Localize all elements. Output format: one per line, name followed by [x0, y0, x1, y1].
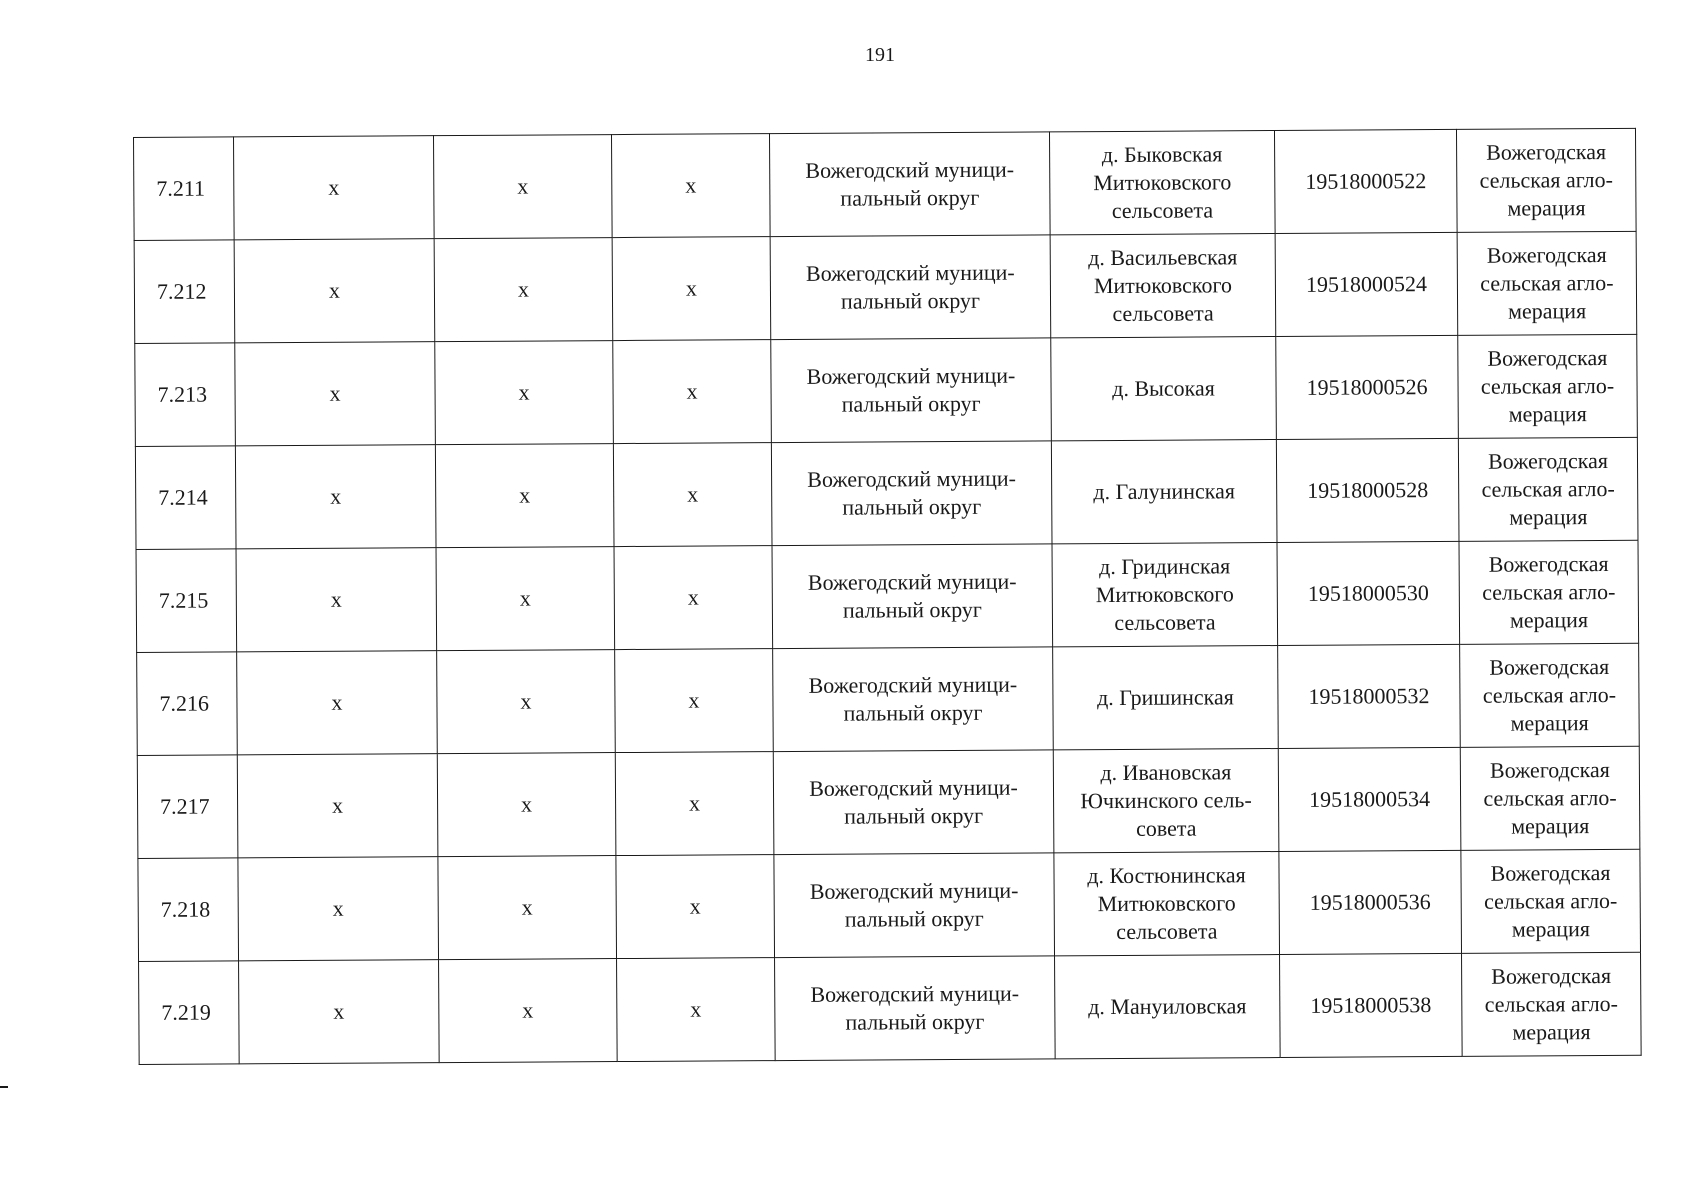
row-number: 7.219	[139, 961, 240, 1065]
district-text: Вожегодский муници- пальный округ	[805, 156, 1015, 211]
registry-table	[133, 128, 1642, 1065]
agglomeration-text: Вожегодская сельская агло- мерация	[1482, 550, 1616, 633]
row-number: 7.211	[134, 137, 235, 241]
district-cell	[770, 235, 1051, 340]
locality-text: д. Костюнинская Митюковского сельсовета	[1087, 862, 1246, 945]
district-text: Вожегодский муници- пальный округ	[810, 980, 1020, 1035]
cell-x: х	[234, 136, 435, 240]
locality-text: д. Высокая	[1112, 375, 1215, 402]
code-cell: 19518000530	[1277, 541, 1460, 645]
agglomeration-text: Вожегодская сельская агло- мерация	[1480, 344, 1615, 427]
district-text: Вожегодский муници- пальный округ	[806, 362, 1016, 417]
table-body	[134, 128, 1642, 1064]
cell-x: х	[236, 548, 437, 652]
locality-cell	[1054, 852, 1280, 956]
locality-text: д. Гридинская Митюковского сельсовета	[1095, 553, 1234, 636]
cell-x: х	[614, 546, 773, 650]
cell-x: х	[435, 341, 614, 445]
agglomeration-cell	[1457, 231, 1637, 335]
cell-x: х	[437, 650, 616, 754]
locality-cell	[1050, 234, 1276, 338]
agglomeration-text: Вожегодская сельская агло- мерация	[1479, 139, 1614, 221]
cell-x: х	[434, 238, 613, 342]
cell-x: х	[235, 342, 436, 446]
table-row	[134, 128, 1637, 240]
row-number: 7.215	[136, 549, 237, 653]
locality-text: д. Быковская Митюковского сельсовета	[1093, 141, 1232, 224]
cell-x: х	[613, 340, 772, 444]
locality-text: д. Мануиловская	[1088, 993, 1247, 1020]
cell-x: х	[239, 960, 440, 1064]
cell-x: х	[613, 443, 772, 547]
code-cell: 19518000526	[1276, 335, 1459, 439]
locality-cell	[1055, 955, 1281, 1059]
district-text: Вожегодский муници- пальный округ	[807, 568, 1017, 623]
table-row	[138, 849, 1641, 961]
locality-text: д. Васильевская Митюковского сельсовета	[1088, 244, 1238, 327]
cell-x: х	[616, 855, 775, 959]
table-row	[134, 231, 1637, 343]
district-text: Вожегодский муници- пальный округ	[809, 774, 1018, 829]
cell-x: х	[439, 959, 618, 1063]
table-row	[137, 746, 1640, 858]
agglomeration-cell	[1458, 437, 1638, 541]
locality-cell	[1051, 440, 1277, 544]
cell-x: х	[612, 237, 771, 341]
cell-x: х	[435, 444, 614, 548]
district-cell	[774, 853, 1055, 958]
agglomeration-text: Вожегодская сельская агло- мерация	[1484, 962, 1619, 1045]
agglomeration-cell	[1458, 334, 1638, 438]
district-cell	[772, 544, 1053, 649]
cell-x: х	[234, 239, 435, 343]
agglomeration-text: Вожегодская сельская агло- мерация	[1480, 242, 1614, 324]
district-cell	[775, 956, 1056, 1061]
cell-x: х	[235, 445, 436, 549]
cell-x: х	[615, 752, 774, 856]
cell-x: х	[615, 649, 774, 753]
agglomeration-text: Вожегодская сельская агло- мерация	[1482, 653, 1617, 736]
cell-x: х	[617, 958, 776, 1062]
locality-cell	[1051, 337, 1277, 441]
row-number: 7.216	[137, 652, 238, 756]
code-cell: 19518000524	[1275, 232, 1458, 336]
district-text: Вожегодский муници- пальный округ	[805, 259, 1015, 314]
agglomeration-cell	[1462, 952, 1642, 1056]
locality-cell	[1053, 646, 1279, 750]
registry-table-container	[133, 128, 1642, 1065]
code-cell: 19518000536	[1279, 850, 1462, 954]
cell-x: х	[611, 134, 770, 238]
cell-x: х	[237, 651, 438, 755]
table-row	[137, 643, 1640, 755]
district-cell	[773, 750, 1054, 855]
district-cell	[773, 647, 1054, 752]
row-number: 7.218	[138, 858, 239, 962]
agglomeration-text: Вожегодская сельская агло- мерация	[1483, 859, 1618, 942]
agglomeration-cell	[1456, 128, 1636, 232]
code-cell: 19518000532	[1278, 644, 1461, 748]
agglomeration-cell	[1459, 540, 1639, 644]
district-text: Вожегодский муници- пальный округ	[807, 465, 1017, 520]
district-text: Вожегодский муници- пальный округ	[808, 671, 1018, 726]
table-row	[136, 540, 1639, 652]
locality-cell	[1052, 543, 1278, 647]
code-cell: 19518000538	[1280, 953, 1463, 1057]
code-cell: 19518000534	[1278, 747, 1461, 851]
table-row	[135, 437, 1638, 549]
locality-text: д. Гришинская	[1096, 684, 1234, 711]
margin-dash	[0, 1086, 8, 1088]
agglomeration-text: Вожегодская сельская агло- мерация	[1483, 756, 1617, 839]
row-number: 7.212	[134, 240, 235, 344]
cell-x: х	[237, 754, 438, 858]
cell-x: х	[436, 547, 615, 651]
row-number: 7.214	[135, 446, 236, 550]
agglomeration-cell	[1460, 746, 1640, 850]
district-cell	[771, 338, 1052, 443]
cell-x: х	[238, 857, 439, 961]
locality-cell	[1053, 749, 1279, 853]
table-row	[139, 952, 1642, 1064]
cell-x: х	[437, 753, 616, 857]
district-text: Вожегодский муници- пальный округ	[809, 877, 1019, 932]
page-number: 191	[865, 44, 895, 66]
cell-x: х	[438, 856, 617, 960]
locality-text: д. Галунинская	[1093, 478, 1236, 505]
agglomeration-cell	[1460, 643, 1640, 747]
code-cell: 19518000528	[1276, 438, 1459, 542]
code-cell: 19518000522	[1274, 129, 1457, 233]
locality-cell	[1049, 131, 1275, 235]
agglomeration-cell	[1461, 849, 1641, 953]
agglomeration-text: Вожегодская сельская агло- мерация	[1481, 447, 1615, 530]
row-number: 7.217	[137, 755, 238, 859]
row-number: 7.213	[135, 343, 236, 447]
district-cell	[769, 132, 1050, 237]
district-cell	[771, 441, 1052, 546]
table-row	[135, 334, 1638, 446]
locality-text: д. Ивановская Ючкинского сель- совета	[1080, 759, 1252, 841]
cell-x: х	[433, 135, 612, 239]
